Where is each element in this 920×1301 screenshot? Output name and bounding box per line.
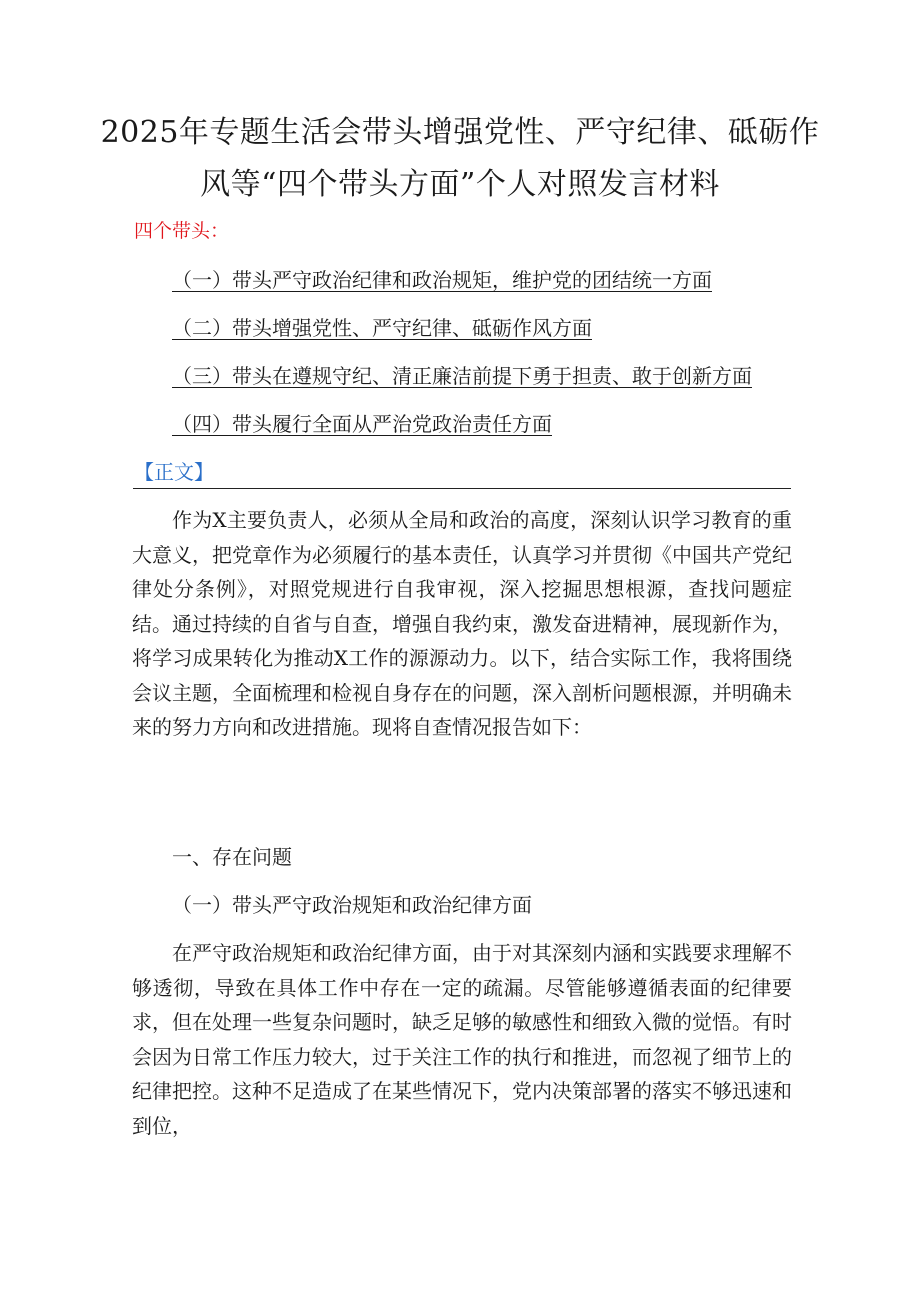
document-title-line-1: 2025年专题生活会带头增强党性、严守纪律、砥砺作 — [100, 115, 820, 150]
toc-link-3[interactable]: （三）带头在遵规守纪、清正廉洁前提下勇于担责、敢于创新方面 — [172, 364, 752, 388]
body-paragraph: 在严守政治规矩和政治纪律方面，由于对其深刻内涵和实践要求理解不够透彻，导致在具体工作中存在一定的疏漏。尽管能够遵循表面的纪律要求，但在处理一些复杂问题时，缺乏足够的敏感性和细致入微的觉悟。有时会因为日常工作压力较大，过于关注工作的执行和推进，而忽视了细节上的纪律把控。这种不足造成了在某些情况下，党内决策部署的落实不够迅速和到位， — [132, 941, 792, 1138]
intro-paragraph: 作为X主要负责人，必须从全局和政治的高度，深刻认识学习教育的重大意义，把党章作为必须履行的基本责任，认真学习并贯彻《中国共产党纪律处分条例》，对照党规进行自我审视，深入挖掘思想根源，查找问题症结。通过持续的自省与自查，增强自我约束，激发奋进精神，展现新作为，将学习成果转化为推动X工作的源源动力。以下，结合实际工作，我将围绕会议主题，全面梳理和检视自身存在的问题，深入剖析问题根源，并明确未来的努力方向和改进措施。现将自查情况报告如下： — [132, 508, 792, 739]
toc-link-4[interactable]: （四）带头履行全面从严治党政治责任方面 — [172, 412, 552, 436]
heading-existing-problems: 一、存在问题 — [172, 845, 292, 869]
document-title-line-2: 风等“四个带头方面”个人对照发言材料 — [200, 167, 720, 202]
heading-subsection-1: （一）带头严守政治规矩和政治纪律方面 — [172, 893, 532, 917]
four-lead-label: 四个带头： — [134, 220, 230, 242]
section-divider — [133, 488, 791, 489]
toc-link-2[interactable]: （二）带头增强党性、严守纪律、砥砺作风方面 — [172, 316, 592, 340]
section-tag-main-text: 【正文】 — [134, 460, 214, 484]
toc-link-1[interactable]: （一）带头严守政治纪律和政治规矩，维护党的团结统一方面 — [172, 268, 712, 292]
